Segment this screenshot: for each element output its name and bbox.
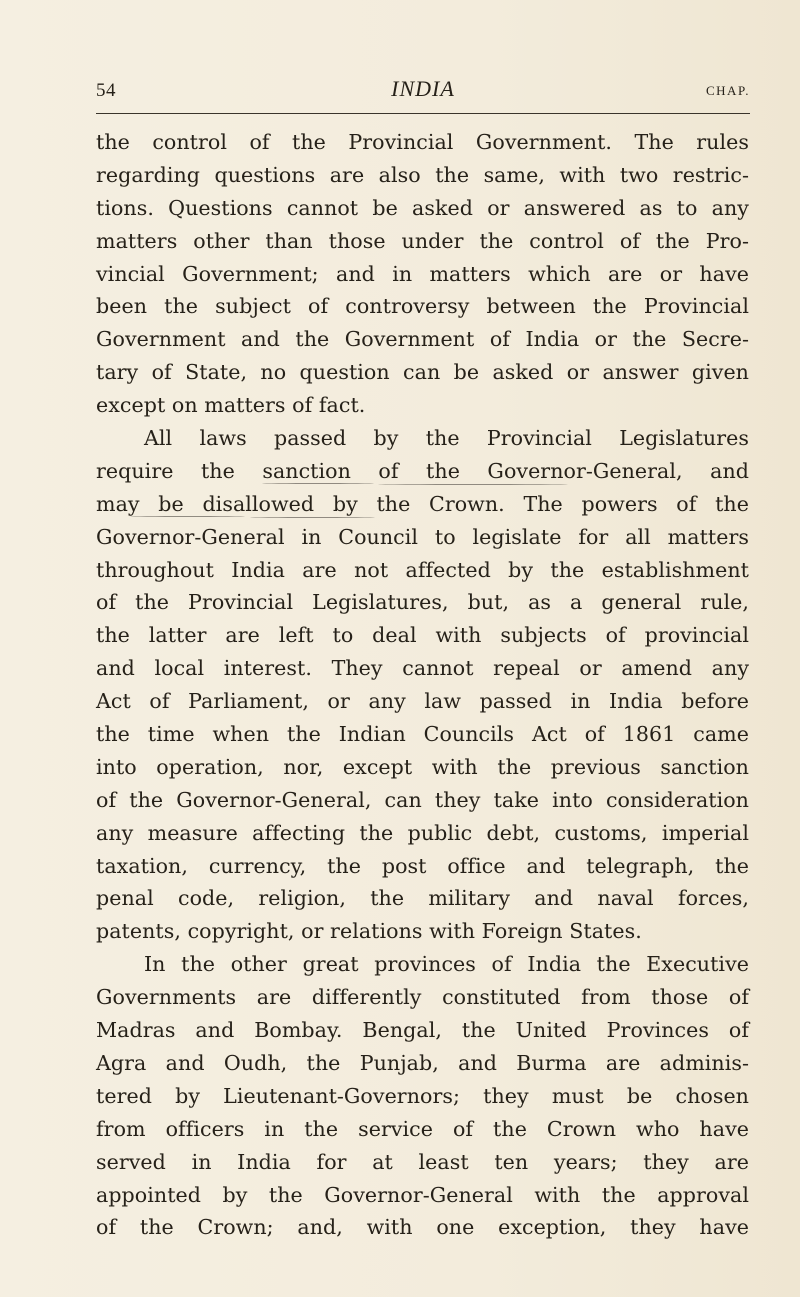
- running-title: INDIA: [391, 76, 455, 101]
- text-line-paragraph-start: All laws passed by the Provincial Legislatures: [144, 426, 749, 451]
- text-line-paragraph-start: In the other great provinces of India the Executive: [144, 952, 749, 977]
- text-line: the latter are left to deal with subjects of provincial: [96, 623, 749, 648]
- page-header: [96, 74, 750, 100]
- text-line: the control of the Provincial Government. The rules: [96, 130, 749, 154]
- text-line: throughout India are not affected by the establishment: [96, 557, 749, 582]
- text-line: tions. Questions cannot be asked or answered as to any: [96, 195, 749, 220]
- text-line: Governments are differently constituted from those of: [96, 985, 749, 1010]
- text-line: vincial Government; and in matters which are or have: [96, 261, 749, 286]
- chapter-mark: CHAP.: [706, 83, 750, 98]
- text-line: been the subject of controversy between the Provincial: [96, 294, 749, 319]
- text-line-paragraph-end: patents, copyright, or relations with Foreign States.: [96, 919, 642, 944]
- text-line: tered by Lieutenant-Governors; they must be chosen: [96, 1083, 749, 1108]
- text-line: may be disallowed by the Crown. The powers of the: [96, 491, 749, 516]
- pencil-underline: [262, 483, 374, 484]
- text-line: into operation, nor, except with the previous sanction: [96, 754, 749, 779]
- pencil-underline: [130, 516, 245, 517]
- text-line-paragraph-end: except on matters of fact.: [96, 393, 366, 418]
- text-line: of the Crown; and, with one exception, they have: [96, 1215, 749, 1240]
- text-line: penal code, religion, the military and naval forces,: [96, 886, 749, 911]
- text-line: the time when the Indian Councils Act of 1861 came: [96, 722, 749, 747]
- text-line: from officers in the service of the Crown who have: [96, 1116, 749, 1141]
- text-line: taxation, currency, the post office and telegraph, the: [96, 853, 749, 878]
- text-line: appointed by the Governor-General with the approval: [96, 1182, 749, 1207]
- text-line: of the Provincial Legislatures, but, as a general rule,: [96, 590, 749, 615]
- page-number: 54: [96, 80, 116, 101]
- text-line: Madras and Bombay. Bengal, the United Provinces of: [96, 1018, 749, 1043]
- text-line: any measure affecting the public debt, customs, imperial: [96, 820, 749, 845]
- body-text: [96, 126, 749, 1244]
- pencil-underline: [250, 517, 375, 518]
- text-line: Agra and Oudh, the Punjab, and Burma are adminis-: [96, 1050, 749, 1075]
- text-line: of the Governor-General, can they take into consideration: [96, 787, 749, 812]
- text-line: Governor-General in Council to legislate for all matters: [96, 524, 749, 549]
- text-line: served in India for at least ten years; they are: [96, 1149, 749, 1174]
- text-line: matters other than those under the control of the Pro-: [96, 228, 749, 253]
- pencil-underline: [378, 484, 568, 485]
- text-line: regarding questions are also the same, with two restric-: [96, 162, 749, 187]
- text-line: Government and the Government of India or the Secre-: [96, 327, 749, 352]
- text-line: Act of Parliament, or any law passed in India before: [96, 689, 749, 714]
- text-line: tary of State, no question can be asked or answer given: [96, 360, 749, 385]
- text-line: and local interest. They cannot repeal or amend any: [96, 656, 749, 681]
- text-line: require the sanction of the Governor-General, and: [96, 458, 749, 483]
- header-rule: [96, 113, 750, 114]
